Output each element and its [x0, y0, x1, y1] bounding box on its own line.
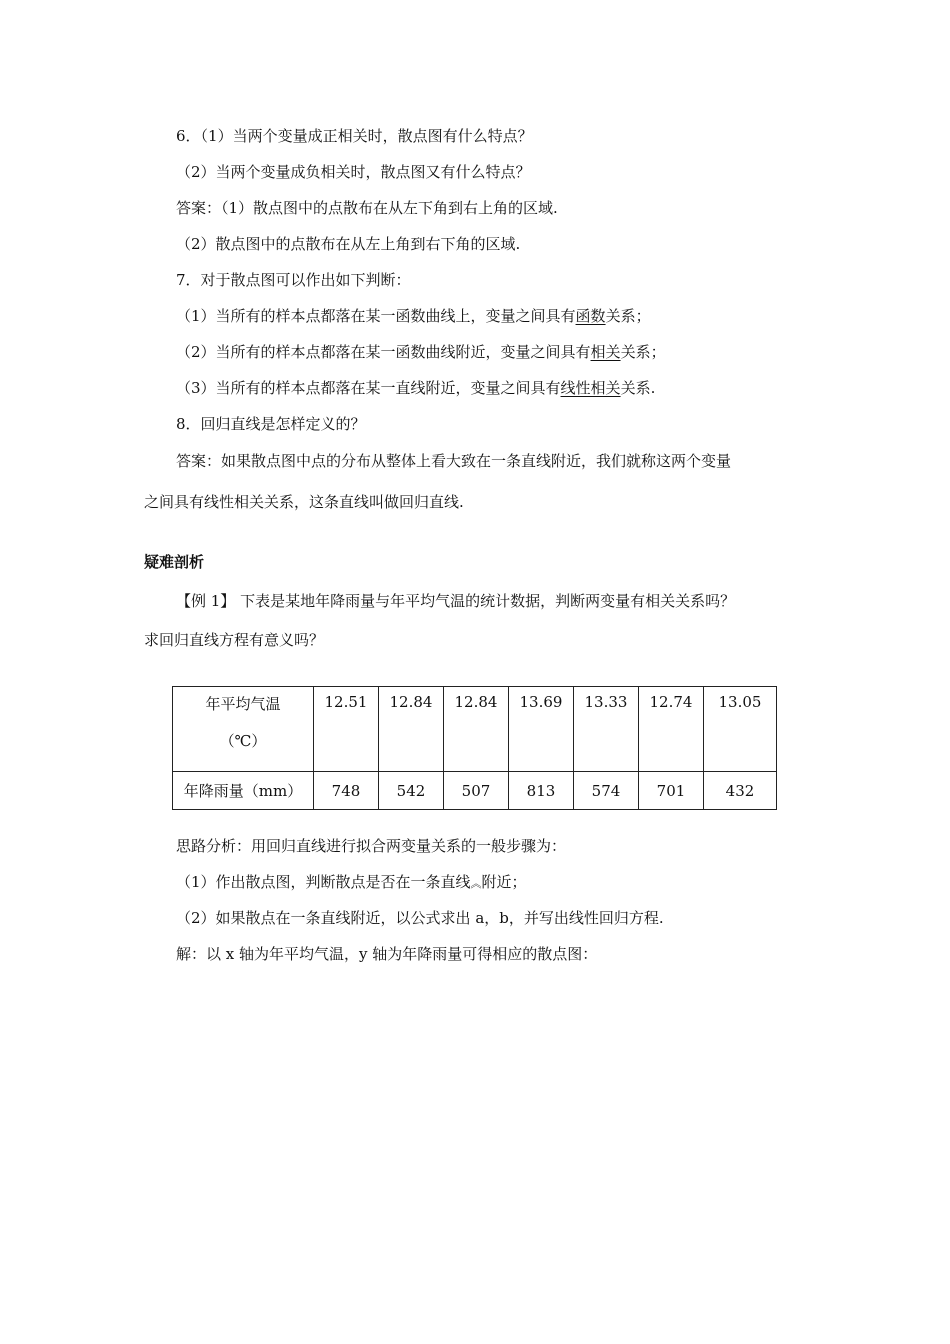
table-cell: 701 [639, 772, 704, 810]
table-cell: 748 [314, 772, 379, 810]
q7-item-2-key: 相关 [590, 343, 621, 361]
table-cell: 13.33 [574, 687, 639, 772]
analysis-step1-post: 附近； [481, 873, 527, 891]
analysis-intro: 思路分析：用回归直线进行拟合两变量关系的一般步骤为： [176, 837, 567, 855]
section-heading: 疑难剖析 [144, 553, 205, 571]
table-row-rainfall [173, 772, 777, 810]
table-cell: 507 [444, 772, 509, 810]
row1-label-a: 年平均气温 [205, 695, 281, 713]
q7-item-1-pre: （1）当所有的样本点都落在某一函数曲线上，变量之间具有 [176, 307, 576, 325]
q7-item-1-key: 函数 [575, 307, 606, 325]
data-table [172, 686, 777, 810]
q8-answer-line1: 答案：如果散点图中点的分布从整体上看大致在一条直线附近，我们就称这两个变量 [176, 452, 732, 470]
table-cell: 813 [509, 772, 574, 810]
table-row-temperature [173, 687, 777, 772]
example-line1: 【例 1】 下表是某地年降雨量与年平均气温的统计数据，判断两变量有相关关系吗？ [176, 592, 736, 610]
q7-item-3 [176, 378, 655, 398]
table-cell: 12.84 [379, 687, 444, 772]
q6-answer1: 答案：（1）散点图中的点散布在从左下角到右上角的区域. [176, 199, 558, 217]
analysis-step1-mark: ︽ [470, 877, 482, 890]
analysis-step2: （2）如果散点在一条直线附近，以公式求出 a，b，并写出线性回归方程. [176, 909, 664, 927]
example-line2: 求回归直线方程有意义吗？ [144, 631, 325, 649]
table-cell: 12.84 [444, 687, 509, 772]
q8-answer-line2: 之间具有线性相关关系，这条直线叫做回归直线. [144, 493, 464, 511]
analysis-step1 [176, 872, 527, 894]
q7-item-2 [176, 342, 666, 362]
q7-intro: 7．对于散点图可以作出如下判断： [176, 271, 411, 289]
table-cell: 542 [379, 772, 444, 810]
q7-item-2-post: 关系； [620, 343, 666, 361]
q6-line1: 6．（1）当两个变量成正相关时，散点图有什么特点？ [176, 127, 533, 145]
row1-label-b: （℃） [219, 732, 267, 750]
table-cell: 432 [704, 772, 777, 810]
q6-line2: （2）当两个变量成负相关时，散点图又有什么特点？ [176, 163, 531, 181]
q6-answer2: （2）散点图中的点散布在从左上角到右下角的区域. [176, 235, 521, 253]
row2-label: 年降雨量（mm） [173, 772, 314, 810]
analysis-step1-pre: （1）作出散点图，判断散点是否在一条直线 [176, 873, 471, 891]
q8-question: 8．回归直线是怎样定义的？ [176, 415, 366, 433]
row1-label-cell [173, 687, 314, 772]
analysis-solution: 解：以 x 轴为年平均气温，y 轴为年降雨量可得相应的散点图： [176, 945, 598, 963]
q7-item-1 [176, 306, 651, 326]
q7-item-3-pre: （3）当所有的样本点都落在某一直线附近，变量之间具有 [176, 379, 561, 397]
table-cell: 13.05 [704, 687, 777, 772]
q7-item-1-post: 关系； [605, 307, 651, 325]
table-cell: 13.69 [509, 687, 574, 772]
q7-item-3-post: 关系. [620, 379, 656, 397]
table-cell: 574 [574, 772, 639, 810]
q7-item-2-pre: （2）当所有的样本点都落在某一函数曲线附近，变量之间具有 [176, 343, 591, 361]
table-cell: 12.74 [639, 687, 704, 772]
table-cell: 12.51 [314, 687, 379, 772]
q7-item-3-key: 线性相关 [560, 379, 621, 397]
